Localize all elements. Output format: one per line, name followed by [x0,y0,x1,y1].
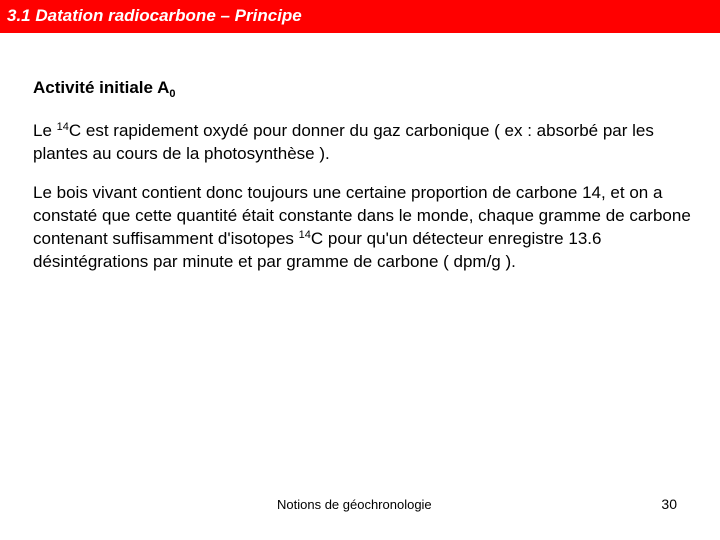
paragraph2-isotope-superscript: 14 [298,229,311,241]
paragraph-oxidation [33,119,693,165]
paragraph1-after: C est rapidement oxydé pour donner du gaz carbonique ( ex : absorbé par les plantes au cours de la photosynthèse ). [33,121,654,163]
slide-content [33,76,693,289]
paragraph1-before: Le [33,121,57,140]
paragraph1-isotope-superscript: 14 [56,121,69,133]
slide-title: 3.1 Datation radiocarbone – Principe [7,6,302,25]
footer-title: Notions de géochronologie [277,497,432,512]
paragraph-living-wood [33,181,693,273]
section-subtitle [33,76,693,99]
paragraph2-after: C pour qu'un détecteur enregistre 13.6 désintégrations par minute et par gramme de carbone ( dpm/g ). [33,229,602,271]
subtitle-text: Activité initiale A [33,78,170,97]
header-bar [0,0,720,33]
subtitle-subscript: 0 [169,88,176,100]
paragraph2-before: Le bois vivant contient donc toujours une certaine proportion de carbone 14, et on a constaté que cette quantité était constante dans le monde, chaque gramme de carbone contenant suffisamment d'isotopes [33,183,691,248]
page-number: 30 [661,496,677,512]
